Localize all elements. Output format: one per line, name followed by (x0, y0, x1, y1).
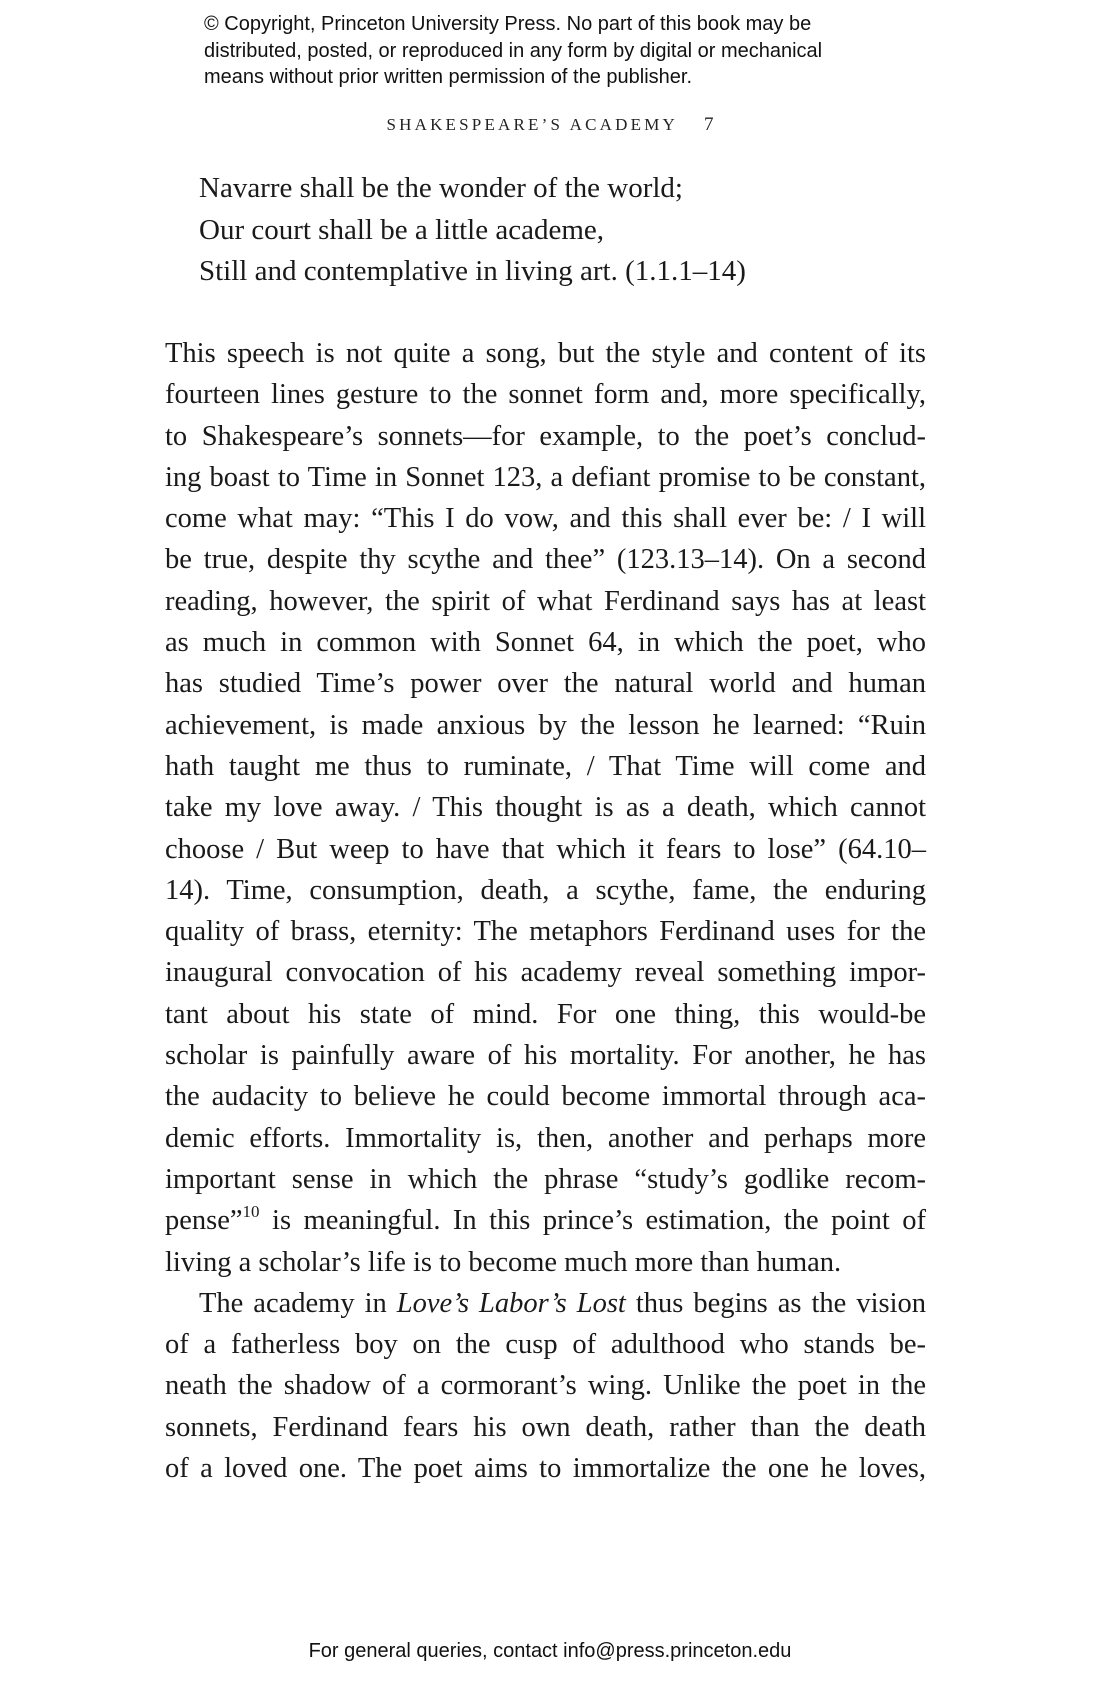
text-line: hath taught me thus to ruminate, / That Time will come and (165, 750, 926, 782)
verse-line: Still and contemplative in living art. (1.1.1–14) (199, 255, 746, 287)
text-line: reading, however, the spirit of what Ferdinand says has at least (165, 585, 926, 617)
text-line (165, 1283, 926, 1324)
text-fragment: thus begins as the vision (625, 1287, 926, 1319)
footnote-reference[interactable]: 10 (242, 1202, 260, 1222)
footer-contact: For general queries, contact info@press.princeton.edu (308, 1640, 792, 1662)
text-line: important sense in which the phrase “study’s godlike recom- (165, 1163, 926, 1195)
text-fragment: is meaningful. In this prince’s estimation, the point of (259, 1205, 926, 1237)
text-line: of a loved one. The poet aims to immortalize the one he loves, (165, 1453, 926, 1485)
running-head-title: SHAKESPEARE’S ACADEMY (386, 115, 679, 134)
text-line: come what may: “This I do vow, and this shall ever be: / I will (165, 503, 926, 535)
page-number: 7 (704, 114, 714, 135)
text-line: as much in common with Sonnet 64, in which the poet, who (165, 627, 926, 659)
text-line: demic efforts. Immortality is, then, another and perhaps more (165, 1122, 926, 1154)
text-line: fourteen lines gesture to the sonnet form and, more specifically, (165, 379, 926, 411)
text-line: the audacity to believe he could become immortal through aca- (165, 1081, 926, 1113)
running-head (0, 114, 1100, 136)
text-line: neath the shadow of a cormorant’s wing. Unlike the poet in the (165, 1370, 926, 1402)
text-line: sonnets, Ferdinand fears his own death, rather than the death (165, 1411, 926, 1443)
text-line: to Shakespeare’s sonnets—for example, to the poet’s conclud- (165, 420, 926, 452)
text-fragment: pense” (165, 1205, 243, 1237)
text-line: quality of brass, eternity: The metaphors Ferdinand uses for the (165, 916, 926, 948)
verse-line: Navarre shall be the wonder of the world; (199, 172, 683, 204)
verse-line: Our court shall be a little academe, (199, 213, 605, 246)
copyright-line: distributed, posted, or reproduced in any form by digital or mechanical (204, 39, 823, 62)
text-line: achievement, is made anxious by the lesson he learned: “Ruin (165, 709, 926, 741)
text-line: tant about his state of mind. For one thing, this would-be (165, 998, 926, 1030)
text-line: has studied Time’s power over the natural world and human (165, 668, 926, 700)
text-line-with-footnote (165, 1200, 926, 1241)
text-line: scholar is painfully aware of his mortality. For another, he has (165, 1040, 926, 1072)
text-line: inaugural convocation of his academy reveal something impor- (165, 957, 926, 989)
copyright-line: © Copyright, Princeton University Press. No part of this book may be (204, 13, 812, 35)
copyright-notice (204, 11, 964, 91)
text-line: This speech is not quite a song, but the style and content of its (165, 338, 926, 369)
text-fragment: The academy in (199, 1287, 397, 1319)
text-line: be true, despite thy scythe and thee” (123.13–14). On a second (165, 544, 926, 576)
copyright-line: means without prior written permission of the publisher. (204, 66, 693, 88)
paragraph-2 (165, 1283, 926, 1489)
paragraph-1 (165, 333, 926, 1283)
text-line: take my love away. / This thought is as a death, which cannot (165, 792, 926, 824)
text-line: ing boast to Time in Sonnet 123, a defiant promise to be constant, (165, 461, 926, 493)
text-line: of a fatherless boy on the cusp of adulthood who stands be- (165, 1329, 926, 1361)
body-text (165, 333, 926, 1489)
verse-quotation (199, 168, 746, 293)
text-line: living a scholar’s life is to become much more than human. (165, 1246, 842, 1278)
text-line: choose / But weep to have that which it fears to lose” (64.10– (165, 833, 926, 865)
text-line: 14). Time, consumption, death, a scythe, fame, the enduring (165, 874, 926, 906)
work-title: Love’s Labor’s Lost (396, 1287, 626, 1319)
